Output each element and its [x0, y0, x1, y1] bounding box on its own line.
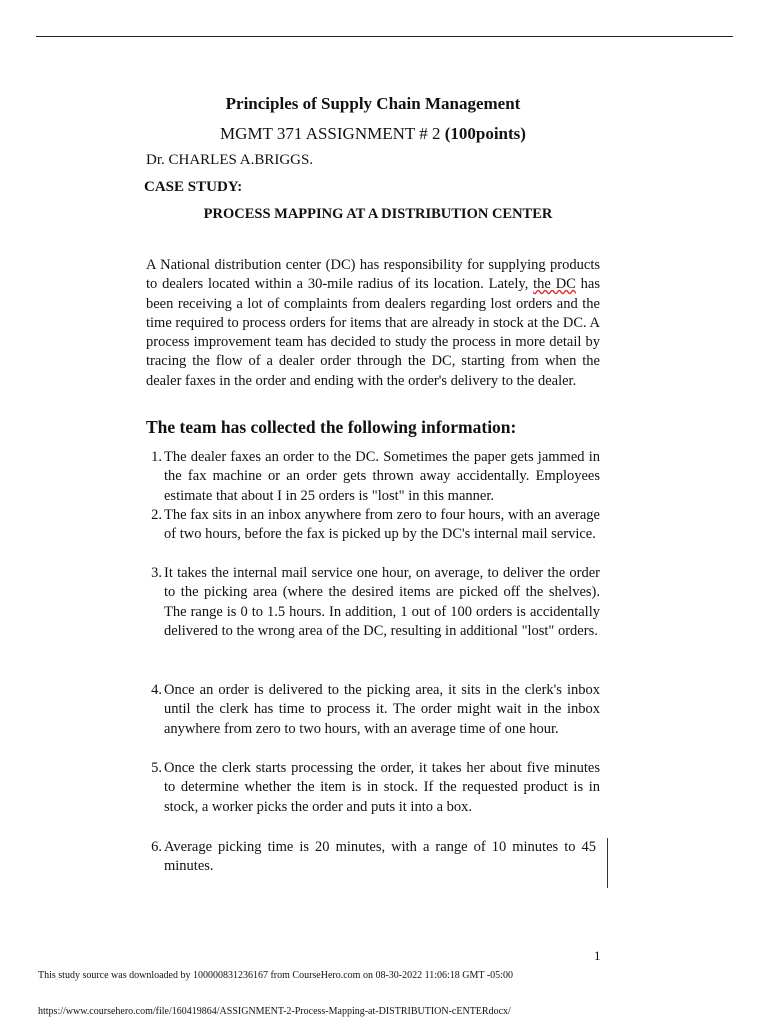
list-item — [151, 448, 600, 506]
course-points: (100points) — [444, 124, 526, 143]
intro-paragraph — [146, 256, 600, 391]
list-item-text: The dealer faxes an order to the DC. Sometimes the paper gets jammed in the fax machine or an order gets thrown away accidentally. Employees estimate that about I in 25 orders is "lost" in this manner. — [164, 449, 600, 504]
intro-part1: A National distribution center (DC) has responsibility for supplying products to dealers located within a 30-mile radius of its location. Lately, — [146, 257, 600, 293]
list-item — [151, 681, 600, 739]
list-item-text: Average picking time is 20 minutes, with a range of 10 minutes to 45 minutes. — [164, 839, 596, 875]
top-rule — [36, 36, 733, 37]
list-item-number: 2. — [151, 507, 162, 523]
list-item-text: The fax sits in an inbox anywhere from zero to four hours, with an average of two hours, before the fax is picked up by the DC's internal mail service. — [164, 507, 600, 543]
case-study-label: CASE STUDY: — [144, 179, 243, 195]
list-item — [151, 564, 600, 641]
list-item — [151, 506, 600, 545]
course-prefix: MGMT 371 ASSIGNMENT # 2 — [220, 124, 445, 143]
list-item-number: 1. — [151, 449, 162, 465]
list-item — [151, 759, 600, 817]
case-study-title: PROCESS MAPPING AT A DISTRIBUTION CENTER — [203, 206, 553, 222]
instructor-name: Dr. CHARLES A.BRIGGS. — [146, 152, 314, 168]
list-item-number: 5. — [151, 760, 162, 776]
list-item-text: Once the clerk starts processing the order, it takes her about five minutes to determine whether the item is in stock. If the requested product is in stock, a worker picks the order and puts it into a box. — [164, 760, 600, 815]
course-line — [0, 124, 746, 144]
source-url[interactable]: https://www.coursehero.com/file/160419864/ASSIGNMENT-2-Process-Mapping-at-DISTRIBUTION-cENTERdocx/ — [38, 1006, 511, 1017]
list-item-number: 6. — [151, 839, 162, 855]
document-title: Principles of Supply Chain Management — [225, 94, 521, 113]
list-item-text: It takes the internal mail service one hour, on average, to deliver the order to the picking area (where the desired items are picked off the shelves). The range is 0 to 1.5 hours. In addition, 1 out of 100 orders is accidentally delivered to the wrong area of the DC, resulting in additional "lost" orders. — [164, 565, 600, 639]
download-note: This study source was downloaded by 100000831236167 from CourseHero.com on 08-30-2022 11:06:18 GMT -05:00 — [38, 970, 513, 981]
team-heading: The team has collected the following information: — [146, 417, 517, 437]
intro-underlined-text: the DC — [533, 276, 576, 293]
intro-part2: has been receiving a lot of complaints from dealers regarding lost orders and the time required to process orders for items that are already in stock at the DC. A process improvement team has decided to study the process in more detail by tracing the flow of a dealer order through the DC, starting from when the dealer faxes in the order and ending with the order's delivery to the dealer. — [146, 276, 600, 389]
list-item — [151, 838, 596, 877]
list-item-text: Once an order is delivered to the picking area, it sits in the clerk's inbox until the clerk has time to process it. The order might wait in the inbox anywhere from zero to two hours, with an average time of one hour. — [164, 682, 600, 737]
list-item-number: 4. — [151, 682, 162, 698]
page-number: 1 — [594, 948, 601, 963]
list-item-number: 3. — [151, 565, 162, 581]
text-cursor-mark — [607, 838, 608, 888]
